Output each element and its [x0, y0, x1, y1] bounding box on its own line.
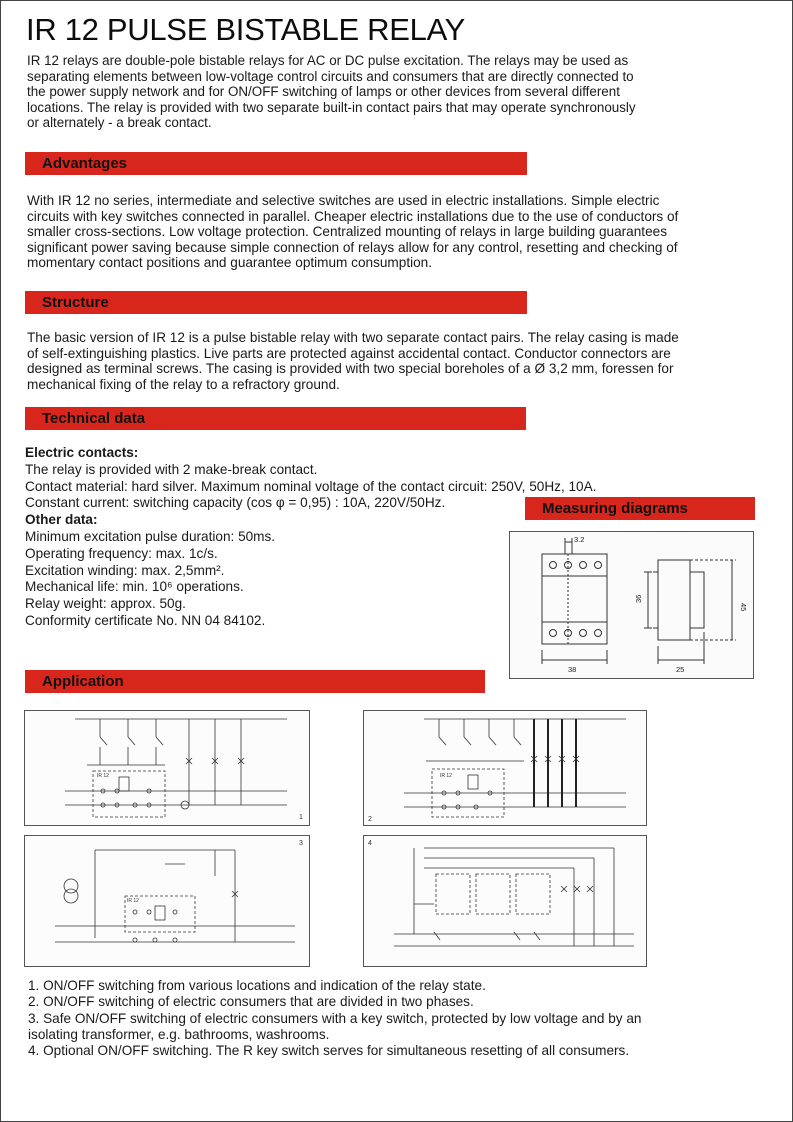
- intro-line: locations. The relay is provided with two separate built-in contact pairs that may operate synchronously: [27, 99, 636, 115]
- tech-line: Operating frequency: max. 1c/s.: [25, 545, 218, 561]
- advantages-heading: Advantages: [25, 152, 527, 175]
- electric-contacts-heading: Electric contacts:: [25, 445, 139, 460]
- figure-number: 3: [299, 840, 303, 847]
- measuring-heading: Measuring diagrams: [525, 497, 755, 520]
- advantages-line: momentary contact positions and guarantee optimum consumption.: [27, 255, 433, 271]
- dim-depth: 25: [676, 665, 685, 674]
- relay-front-bottom-terminal-block: [542, 622, 607, 644]
- application-notes: [28, 978, 642, 1059]
- application-heading: Application: [25, 670, 485, 693]
- structure-line: mechanical fixing of the relay to a refractory ground.: [27, 376, 340, 392]
- tech-line: Minimum excitation pulse duration: 50ms.: [25, 528, 276, 544]
- figure-number: 1: [299, 814, 303, 821]
- advantages-line: With IR 12 no series, intermediate and selective switches are used in electric installations. Simple electric: [27, 193, 660, 208]
- figure-number: 2: [368, 816, 372, 823]
- page-title: IR 12 PULSE BISTABLE RELAY: [26, 12, 466, 47]
- tech-line: The relay is provided with 2 make-break contact.: [25, 461, 318, 477]
- tech-line: Excitation winding: max. 2,5mm².: [25, 562, 225, 578]
- note-item: 3. Safe ON/OFF switching of electric consumers with a key switch, protected by low voltage and by an: [28, 1010, 642, 1026]
- technical-heading: Technical data: [25, 407, 526, 430]
- tech-line: Contact material: hard silver. Maximum nominal voltage of the contact circuit: 250V, 50Hz, 10A.: [25, 478, 597, 494]
- dim-hole: 3.2: [574, 535, 585, 544]
- intro-paragraph: [27, 53, 636, 131]
- advantages-line: significant power saving because simple connection of relays allow for any control, resetting and checking of: [27, 239, 678, 255]
- tech-line: Relay weight: approx. 50g.: [25, 596, 186, 612]
- structure-paragraph: [27, 330, 679, 392]
- tech-line: Constant current: switching capacity (cos φ = 0,95) : 10A, 220V/50Hz.: [25, 495, 446, 511]
- structure-line: of self-extinguishing plastics. Live parts are protected against accidental contact. Conductor connectors are: [27, 345, 671, 361]
- schematic-1: [24, 710, 310, 826]
- intro-line: IR 12 relays are double-pole bistable relays for AC or DC pulse excitation. The relays may be used as: [27, 53, 629, 68]
- relay-front-top-terminal-block: [542, 554, 607, 576]
- dimension-drawing: [510, 532, 753, 678]
- schematic-4: [363, 835, 647, 967]
- note-item: isolating transformer, e.g. bathrooms, washrooms.: [28, 1026, 330, 1042]
- schematic-2: [363, 710, 647, 826]
- intro-line: the power supply network and for ON/OFF switching of lamps or other devices from several different: [27, 84, 620, 100]
- schematic-3: [24, 835, 310, 967]
- relay-label: IR 12: [97, 773, 109, 779]
- relay-front-outline: [542, 554, 607, 644]
- note-item: 1. ON/OFF switching from various locations and indication of the relay state.: [28, 978, 486, 993]
- relay-label: IR 12: [440, 773, 452, 779]
- dim-height: 36: [634, 594, 643, 603]
- advantages-paragraph: [27, 193, 678, 271]
- dim-total-height: 45: [739, 603, 748, 612]
- other-data-heading: Other data:: [25, 512, 98, 528]
- structure-line: designed as terminal screws. The casing is provided with two special boreholes of a Ø 3,2 mm, foressen for: [27, 361, 674, 377]
- tech-line: Mechanical life: min. 10⁶ operations.: [25, 579, 244, 595]
- note-item: 4. Optional ON/OFF switching. The R key switch serves for simultaneous resetting of all consumers.: [28, 1043, 630, 1059]
- intro-line: separating elements between low-voltage control circuits and consumers that are directly connected to: [27, 68, 634, 84]
- dim-width: 38: [568, 665, 577, 674]
- structure-heading: Structure: [25, 291, 527, 314]
- advantages-line: circuits with key switches connected in parallel. Cheaper electric installations due to the use of conductors of: [27, 208, 679, 224]
- advantages-line: smaller cross-sections. Low voltage protection. Centralized mounting of relays in large building guarantees: [27, 224, 667, 240]
- note-item: 2. ON/OFF switching of electric consumers that are divided in two phases.: [28, 994, 474, 1010]
- intro-line: or alternately - a break contact.: [27, 115, 212, 131]
- relay-side-outline: [658, 560, 690, 640]
- tech-line: Conformity certificate No. NN 04 84102.: [25, 612, 266, 628]
- measuring-diagram: [509, 531, 754, 679]
- relay-label: IR 12: [127, 898, 139, 904]
- structure-line: The basic version of IR 12 is a pulse bistable relay with two separate contact pairs. The relay casing is made: [27, 330, 679, 345]
- figure-number: 4: [368, 840, 372, 847]
